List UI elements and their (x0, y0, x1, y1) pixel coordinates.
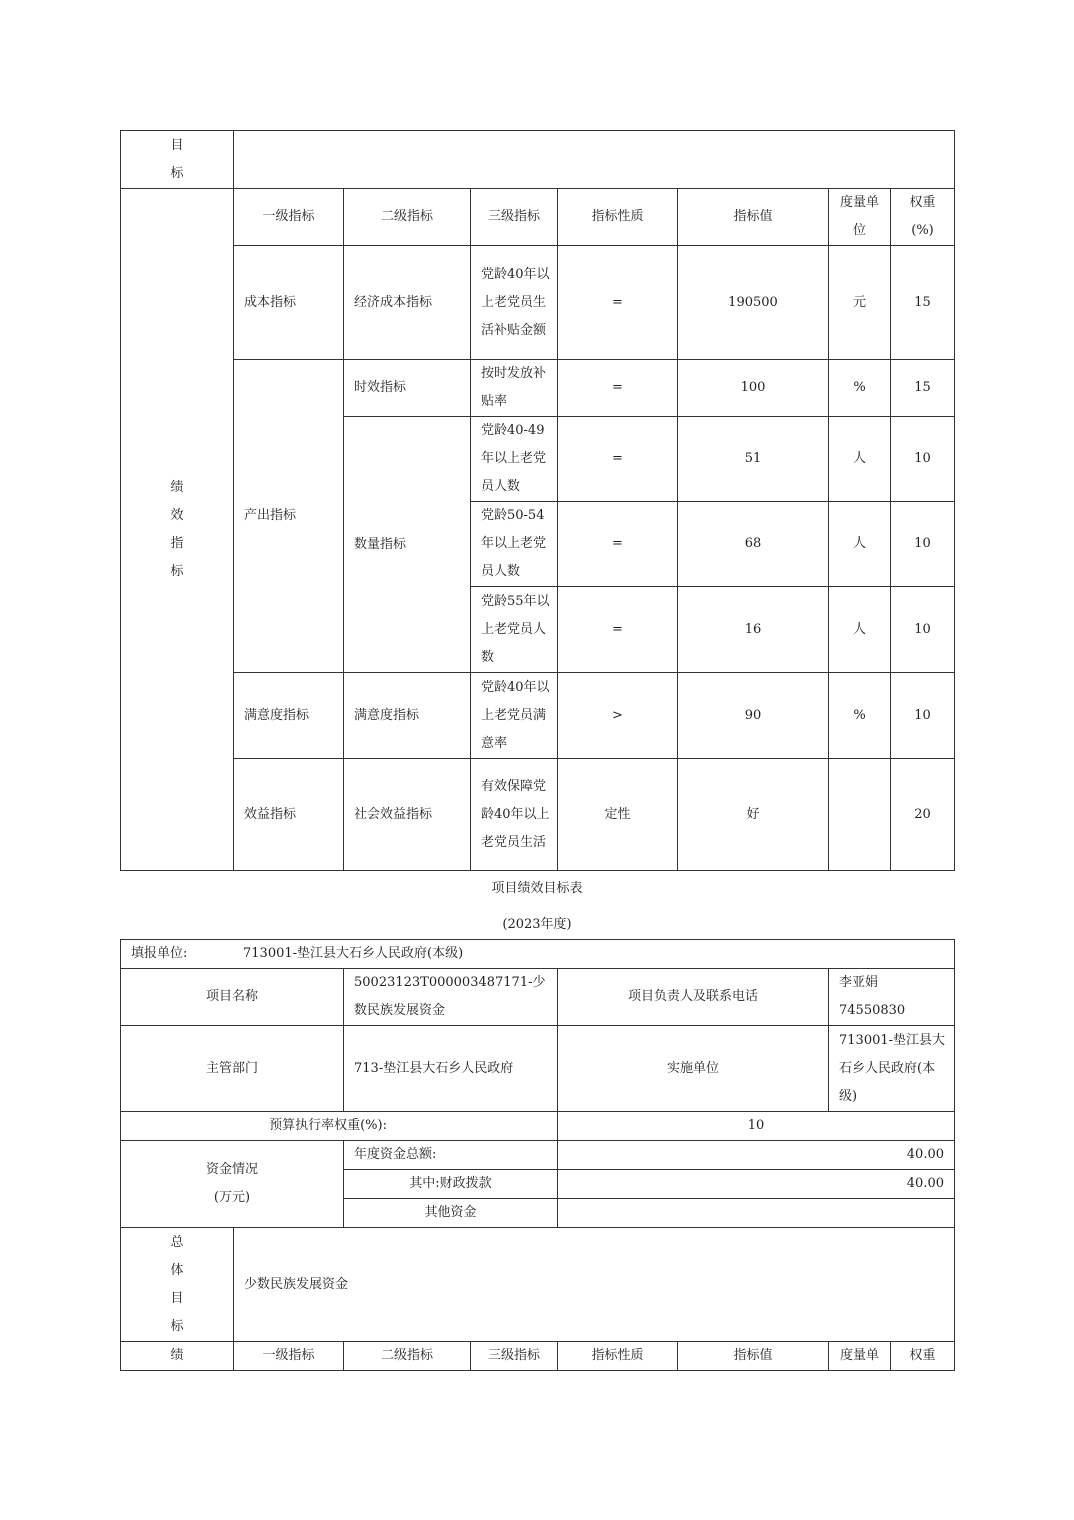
quantity-row-1-level3: 党龄40-49年以上老党员人数 (471, 417, 558, 502)
timeliness-unit: % (829, 360, 891, 417)
quantity-row-3-value: 16 (678, 587, 829, 673)
cost-level2: 经济成本指标 (344, 246, 471, 360)
table-title: 项目绩效目标表 (491, 881, 583, 896)
quantity-row-1-value: 51 (678, 417, 829, 502)
goal-content (234, 131, 955, 189)
quantity-row-1-weight: 10 (891, 417, 955, 502)
fill-unit-label: 填报单位: (131, 946, 188, 961)
quantity-row-1-unit: 人 (829, 417, 891, 502)
budget-rate-label: 预算执行率权重(%): (121, 1112, 558, 1141)
table-year: (2023年度) (502, 917, 572, 932)
benefit-level1: 效益指标 (234, 759, 344, 871)
benefit-unit (829, 759, 891, 871)
quantity-row-3-weight: 10 (891, 587, 955, 673)
manager-value: 李亚娟 74550830 (829, 969, 955, 1026)
manager-label: 项目负责人及联系电话 (558, 969, 829, 1026)
output-level1: 产出指标 (234, 360, 344, 673)
benefit-weight: 20 (891, 759, 955, 871)
quantity-row-3-level3: 党龄55年以上老党员人数 (471, 587, 558, 673)
quantity-row-2-nature: = (558, 502, 678, 587)
satisfaction-unit: % (829, 673, 891, 759)
header-unit: 度量单位 (829, 189, 891, 246)
timeliness-value: 100 (678, 360, 829, 417)
goal-label: 目标 (121, 131, 234, 189)
fill-unit-row (121, 940, 955, 969)
benefit-level2: 社会效益指标 (344, 759, 471, 871)
benefit-level3: 有效保障党龄40年以上老党员生活 (471, 759, 558, 871)
cost-value: 190500 (678, 246, 829, 360)
header2-level2: 二级指标 (344, 1342, 471, 1371)
perf-label-start: 绩 (121, 1342, 234, 1371)
quantity-row-1-nature: = (558, 417, 678, 502)
timeliness-level2: 时效指标 (344, 360, 471, 417)
cost-level3: 党龄40年以上老党员生活补贴金额 (471, 246, 558, 360)
header-value: 指标值 (678, 189, 829, 246)
funds-label: 资金情况 (万元) (121, 1141, 344, 1228)
other-funds-value (558, 1199, 955, 1228)
project-name-value: 50023123T000003487171-少数民族发展资金 (344, 969, 558, 1026)
header-nature: 指标性质 (558, 189, 678, 246)
quantity-row-2-unit: 人 (829, 502, 891, 587)
quantity-row-3-unit: 人 (829, 587, 891, 673)
cost-weight: 15 (891, 246, 955, 360)
impl-value: 713001-垫江县大石乡人民政府(本级) (829, 1026, 955, 1112)
fill-unit-value: 713001-垫江县大石乡人民政府(本级) (243, 946, 464, 961)
dept-label: 主管部门 (121, 1026, 344, 1112)
quantity-row-2-weight: 10 (891, 502, 955, 587)
benefit-nature: 定性 (558, 759, 678, 871)
benefit-value: 好 (678, 759, 829, 871)
annual-total-label: 年度资金总额: (344, 1141, 558, 1170)
header2-weight: 权重 (891, 1342, 955, 1371)
quantity-row-3-nature: = (558, 587, 678, 673)
timeliness-level3: 按时发放补贴率 (471, 360, 558, 417)
satisfaction-nature: > (558, 673, 678, 759)
performance-table-bottom (120, 939, 955, 1371)
cost-unit: 元 (829, 246, 891, 360)
satisfaction-level3: 党龄40年以上老党员满意率 (471, 673, 558, 759)
header2-unit: 度量单 (829, 1342, 891, 1371)
fiscal-label: 其中:财政拨款 (344, 1170, 558, 1199)
satisfaction-level1: 满意度指标 (234, 673, 344, 759)
header2-nature: 指标性质 (558, 1342, 678, 1371)
perf-label: 绩效指标 (121, 189, 234, 871)
overall-goal-value: 少数民族发展资金 (234, 1228, 955, 1342)
quantity-row-2-level3: 党龄50-54年以上老党员人数 (471, 502, 558, 587)
other-funds-label: 其他资金 (344, 1199, 558, 1228)
timeliness-weight: 15 (891, 360, 955, 417)
annual-total-value: 40.00 (558, 1141, 955, 1170)
header2-level1: 一级指标 (234, 1342, 344, 1371)
fiscal-value: 40.00 (558, 1170, 955, 1199)
quantity-row-2-value: 68 (678, 502, 829, 587)
timeliness-nature: = (558, 360, 678, 417)
quantity-level2: 数量指标 (344, 417, 471, 673)
impl-label: 实施单位 (558, 1026, 829, 1112)
header-level3: 三级指标 (471, 189, 558, 246)
cost-level1: 成本指标 (234, 246, 344, 360)
header-weight: 权重(%) (891, 189, 955, 246)
header-level2: 二级指标 (344, 189, 471, 246)
performance-table-top (120, 130, 955, 871)
project-name-label: 项目名称 (121, 969, 344, 1026)
satisfaction-value: 90 (678, 673, 829, 759)
budget-rate-value: 10 (558, 1112, 955, 1141)
header2-value: 指标值 (678, 1342, 829, 1371)
dept-value: 713-垫江县大石乡人民政府 (344, 1026, 558, 1112)
satisfaction-level2: 满意度指标 (344, 673, 471, 759)
header-level1: 一级指标 (234, 189, 344, 246)
cost-nature: = (558, 246, 678, 360)
satisfaction-weight: 10 (891, 673, 955, 759)
header2-level3: 三级指标 (471, 1342, 558, 1371)
overall-goal-label: 总体目标 (121, 1228, 234, 1342)
